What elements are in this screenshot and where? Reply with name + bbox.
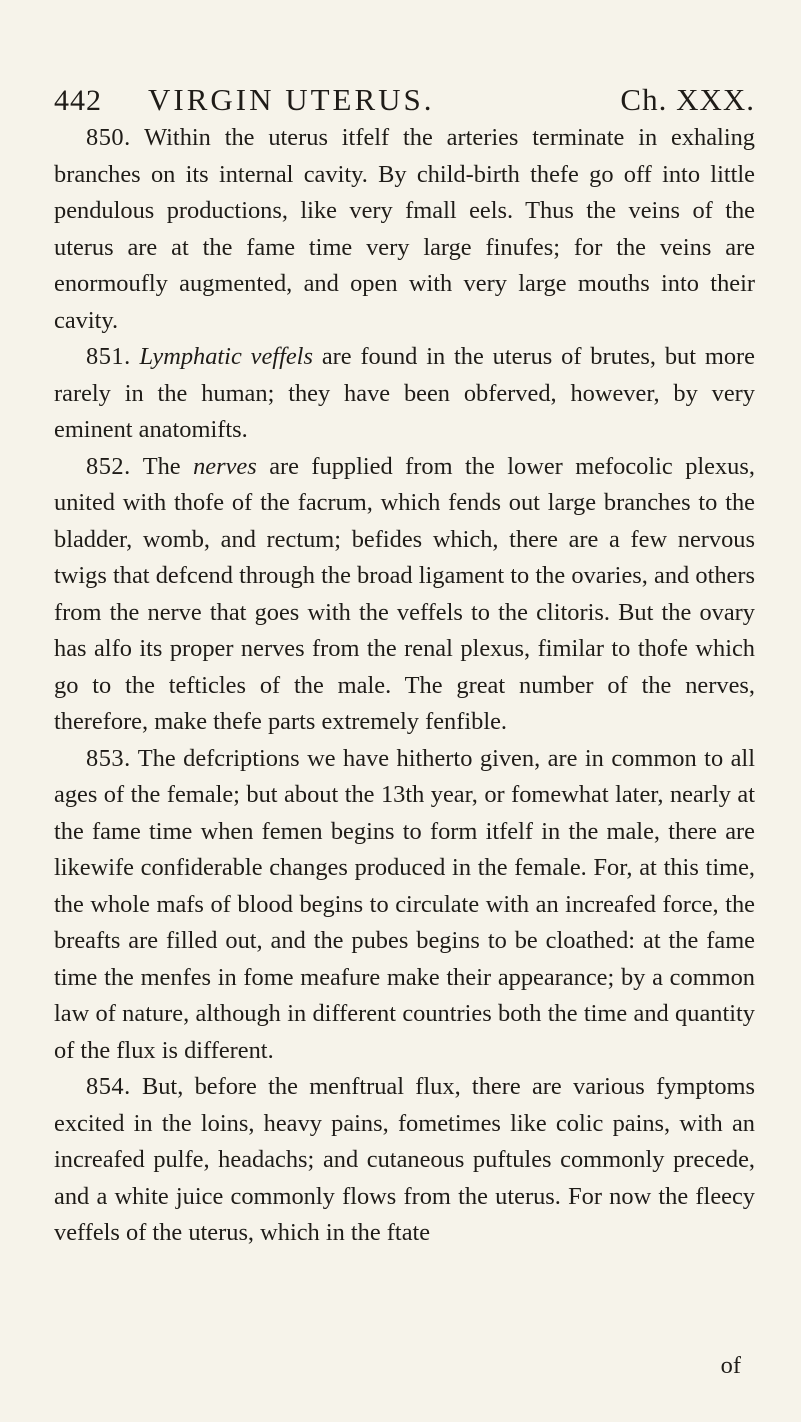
catchword: of	[720, 1352, 741, 1379]
paragraph-text: Within the uterus itfelf the arteries terminate in exhaling branches on its internal cavity. By child-birth thefe go off into little pendulous productions, like very fmall eels. Thus the veins of the uterus are at the fame time very large finufes; for the veins are enormoufly augmented, and open with very large mouths into their cavity.	[54, 124, 755, 334]
paragraph-text-lead: The	[142, 452, 181, 480]
paragraph-number: 854.	[86, 1073, 131, 1100]
paragraph-number: 851.	[86, 343, 131, 370]
paragraph-854	[54, 1069, 755, 1252]
paragraph-number: 853.	[86, 744, 131, 772]
paragraph-text: are fupplied from the lower mefocolic plexus, united with thofe of the facrum, which fends out large branches to the bladder, womb, and rectum; befides which, there are a few nervous twigs that defcend through the broad ligament to the ovaries, and others from the nerve that goes with the veffels to the clitoris. But the ovary has alfo its proper nerves from the renal plexus, fimilar to thofe which go to the tefticles of the male. The great number of the nerves, therefore, make thefe parts extremely fenfible.	[54, 452, 755, 735]
paragraph-number: 850.	[86, 124, 131, 151]
italic-term: nerves	[193, 452, 257, 480]
running-header	[54, 82, 755, 118]
paragraph-text: are found in the uterus of brutes, but more rarely in the human; they have been obferved, however, by very eminent anatomifts.	[54, 343, 755, 443]
body-text	[54, 120, 755, 1252]
page-number: 442	[54, 84, 102, 117]
paragraph-851	[54, 339, 755, 449]
paragraph-850	[54, 120, 755, 339]
running-title: VIRGIN UTERUS.	[148, 82, 435, 117]
paragraph-853	[54, 741, 755, 1070]
chapter-label: Ch. XXX.	[620, 82, 755, 117]
italic-term: Lymphatic veffels	[139, 343, 313, 370]
paragraph-number: 852.	[86, 452, 131, 480]
paragraph-text: But, before the menftrual flux, there are various fymptoms excited in the loins, heavy pains, fometimes like colic pains, with an increafed pulfe, headachs; and cutaneous puftules commonly precede, and a white juice commonly flows from the uterus. For now the fleecy veffels of the uterus, which in the ftate	[54, 1073, 755, 1246]
paragraph-text: The defcriptions we have hitherto given, are in common to all ages of the female; but about the 13th year, or fomewhat later, nearly at the fame time when femen begins to form itfelf in the male, there are likewife confiderable changes produced in the female. For, at this time, the whole mafs of blood begins to circulate with an increafed force, the breafts are filled out, and the pubes begins to be cloathed: at the fame time the menfes in fome meafure make their appearance; by a common law of nature, although in different countries both the time and quantity of the flux is different.	[54, 744, 755, 1064]
paragraph-852	[54, 449, 755, 741]
